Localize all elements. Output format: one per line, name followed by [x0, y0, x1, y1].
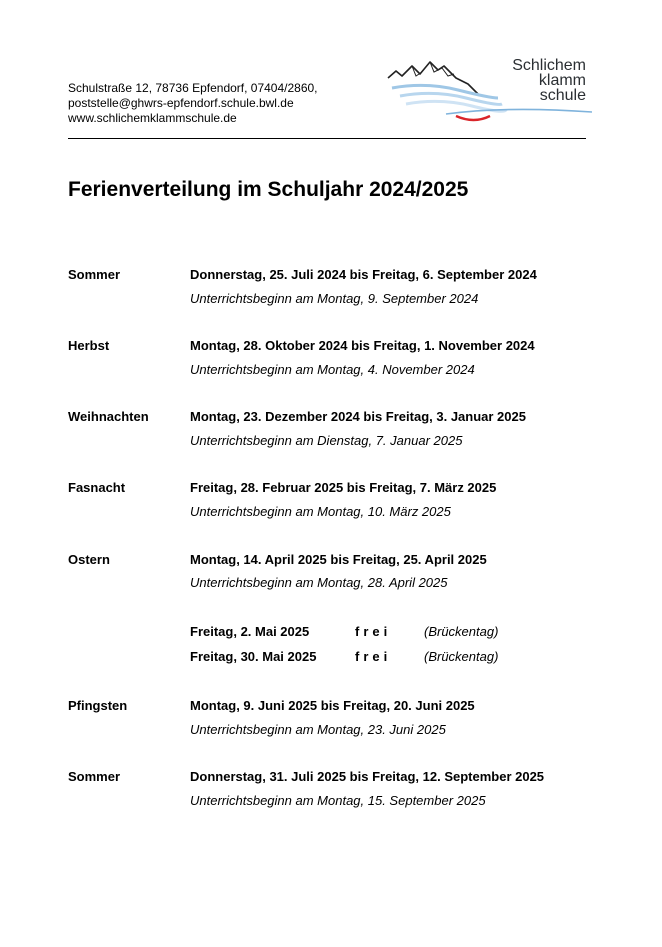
holiday-name: Weihnachten: [68, 409, 149, 424]
bridge-day-note: (Brückentag): [424, 624, 499, 639]
logo-word: klamm: [538, 72, 586, 89]
logo-wordmark: [512, 58, 586, 103]
school-start-note: Unterrichtsbeginn am Montag, 4. November 2024: [190, 362, 475, 377]
school-start-note: Unterrichtsbeginn am Montag, 15. September 2025: [190, 793, 486, 808]
holiday-dates: Montag, 14. April 2025 bis Freitag, 25. April 2025: [190, 552, 487, 567]
holiday-name: Herbst: [68, 338, 110, 353]
address-line: Schulstraße 12, 78736 Epfendorf, 07404/2860,: [68, 81, 318, 95]
holiday-name: Sommer: [68, 267, 121, 282]
holiday-name: Ostern: [68, 552, 110, 567]
holiday-dates: Donnerstag, 31. Juli 2025 bis Freitag, 12. September 2025: [190, 769, 545, 784]
holiday-dates: Freitag, 28. Februar 2025 bis Freitag, 7. März 2025: [190, 480, 497, 495]
email-address: poststelle@ghwrs-epfendorf.schule.bwl.de: [68, 96, 294, 110]
school-address: [68, 81, 318, 126]
logo-word: schule: [539, 87, 586, 104]
website-address: www.schlichemklammschule.de: [68, 111, 237, 125]
bridge-day-status: frei: [355, 649, 392, 664]
school-start-note: Unterrichtsbeginn am Montag, 9. September 2024: [190, 291, 479, 306]
holiday-dates: Montag, 23. Dezember 2024 bis Freitag, 3. Januar 2025: [190, 409, 526, 424]
header-divider: [68, 138, 586, 139]
holiday-dates: Donnerstag, 25. Juli 2024 bis Freitag, 6. September 2024: [190, 267, 537, 282]
school-start-note: Unterrichtsbeginn am Montag, 23. Juni 2025: [190, 722, 446, 737]
holiday-dates: Montag, 9. Juni 2025 bis Freitag, 20. Juni 2025: [190, 698, 475, 713]
holiday-name: Fasnacht: [68, 480, 126, 495]
school-start-note: Unterrichtsbeginn am Montag, 28. April 2025: [190, 575, 448, 590]
holiday-name: Sommer: [68, 769, 121, 784]
school-start-note: Unterrichtsbeginn am Montag, 10. März 2025: [190, 504, 451, 519]
school-logo: [386, 54, 592, 126]
bridge-day-note: (Brückentag): [424, 649, 499, 664]
school-start-note: Unterrichtsbeginn am Dienstag, 7. Januar 2025: [190, 433, 463, 448]
page-title: Ferienverteilung im Schuljahr 2024/2025: [68, 178, 469, 201]
bridge-day-date: Freitag, 30. Mai 2025: [190, 649, 317, 664]
bridge-day-status: frei: [355, 624, 392, 639]
holiday-name: Pfingsten: [68, 698, 128, 713]
holiday-dates: Montag, 28. Oktober 2024 bis Freitag, 1. November 2024: [190, 338, 535, 353]
bridge-day-date: Freitag, 2. Mai 2025: [190, 624, 310, 639]
logo-word: Schlichem: [512, 57, 586, 74]
